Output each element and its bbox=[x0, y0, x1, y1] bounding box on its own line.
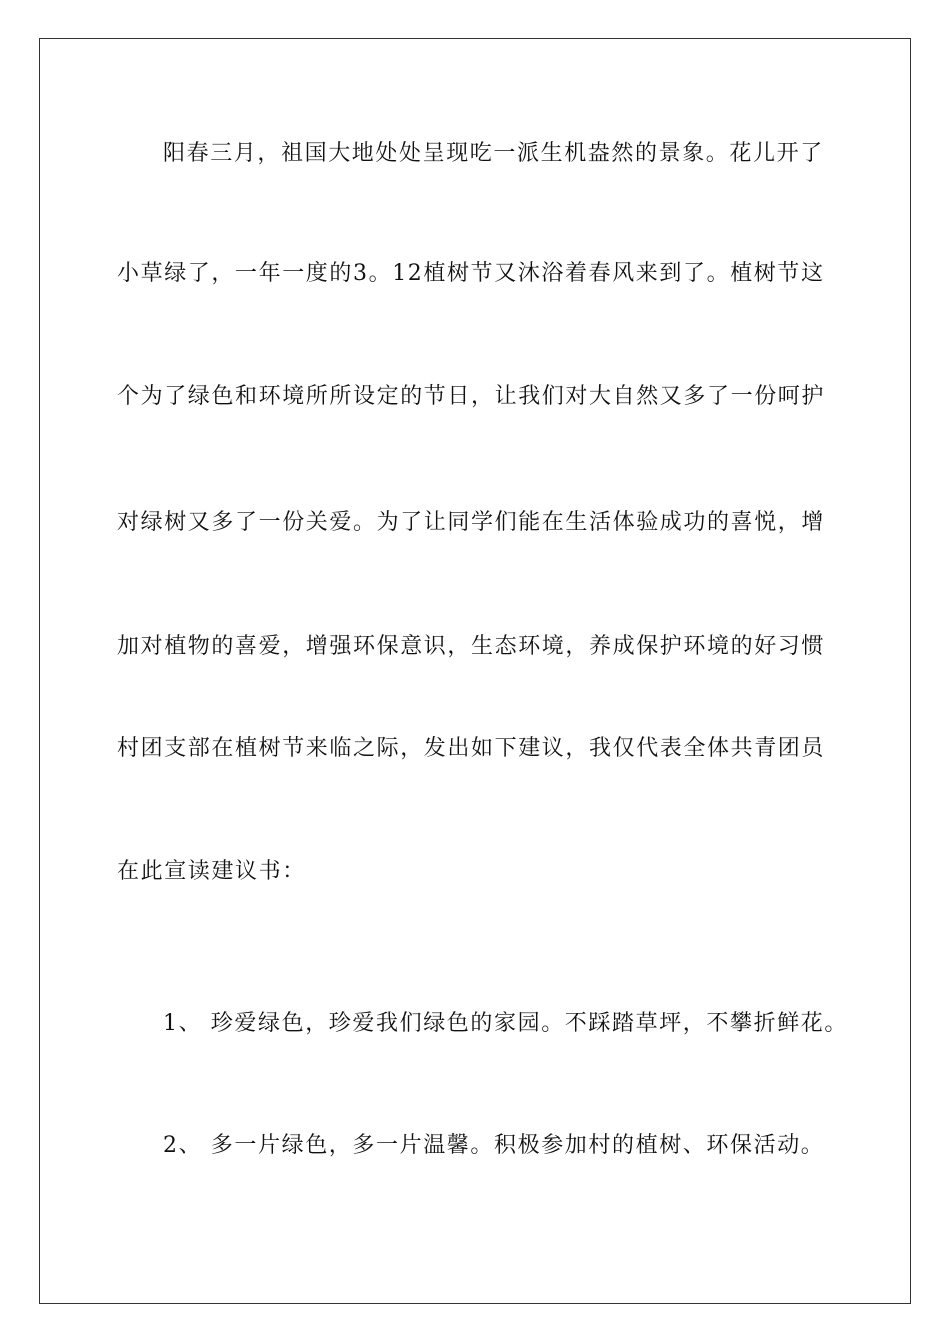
paragraph-line-4: 对绿树又多了一份关爱。为了让同学们能在生活体验成功的喜悦，增 bbox=[117, 510, 826, 535]
paragraph-line-5: 加对植物的喜爱，增强环保意识，生态环境，养成保护环境的好习惯 bbox=[117, 634, 826, 659]
paragraph-line-2: 小草绿了，一年一度的3。12植树节又沐浴着春风来到了。植树节这 bbox=[117, 261, 825, 286]
paragraph-line-3: 个为了绿色和环境所所设定的节日，让我们对大自然又多了一份呵护 bbox=[117, 384, 826, 409]
list-item-2: 2、 多一片绿色，多一片温馨。积极参加村的植树、环保活动。 bbox=[163, 1133, 825, 1158]
paragraph-line-7: 在此宣读建议书： bbox=[117, 859, 306, 884]
paragraph-line-1: 阳春三月，祖国大地处处呈现吃一派生机盎然的景象。花儿开了 bbox=[163, 141, 824, 166]
page-frame bbox=[39, 38, 911, 1304]
list-item-1: 1、 珍爱绿色，珍爱我们绿色的家园。不踩踏草坪，不攀折鲜花。 bbox=[163, 1011, 848, 1036]
paragraph-line-6: 村团支部在植树节来临之际，发出如下建议，我仅代表全体共青团员 bbox=[117, 736, 826, 761]
